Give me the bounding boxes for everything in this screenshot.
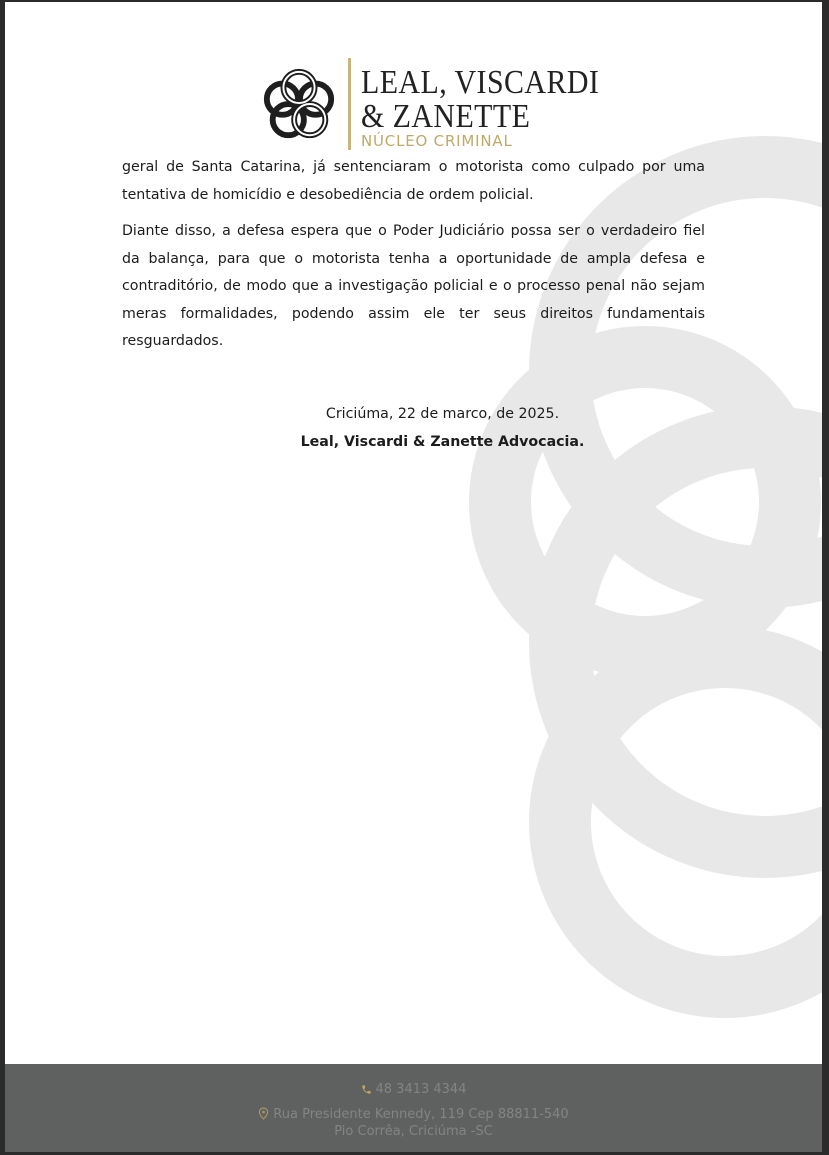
letter-body: [122, 154, 705, 365]
firm-name-line2: & ZANETTE: [361, 98, 531, 135]
firm-name-line1: LEAL, VISCARDI: [361, 64, 600, 101]
paragraph-1: geral de Santa Catarina, já sentenciaram o motorista como culpado por uma tentativa de homicídio e desobediência de ordem policial.: [122, 159, 705, 203]
phone-number: 48 3413 4344: [375, 1082, 467, 1097]
flower-knot-icon: [260, 66, 338, 144]
document-page: [5, 2, 822, 1152]
footer-address-line2: Pio Corrêa, Criciúma -SC: [334, 1124, 493, 1139]
paragraph-2: Diante disso, a defesa espera que o Poder Judiciário possa ser o verdadeiro fiel da balança, para que o motorista tenha a oportunidade de ampla defesa e contraditório, de modo que a investigação policial e o processo penal não sejam meras formalidades, podendo assim ele ter seus direitos fundamentais resguardados.: [122, 223, 705, 349]
location-pin-icon: [258, 1107, 269, 1120]
footer-phone: [5, 1082, 822, 1097]
phone-icon: [361, 1084, 372, 1095]
letter-closing: [122, 402, 763, 454]
logo-divider: [348, 58, 351, 150]
place-date: Criciúma, 22 de marco, de 2025.: [325, 406, 560, 422]
signature: Leal, Viscardi & Zanette Advocacia.: [300, 434, 585, 450]
address-line1: Rua Presidente Kennedy, 119 Cep 88811-540: [273, 1107, 569, 1122]
footer: [5, 1064, 822, 1152]
footer-address-line1: [5, 1107, 822, 1122]
firm-subtitle: NÚCLEO CRIMINAL: [361, 132, 513, 150]
